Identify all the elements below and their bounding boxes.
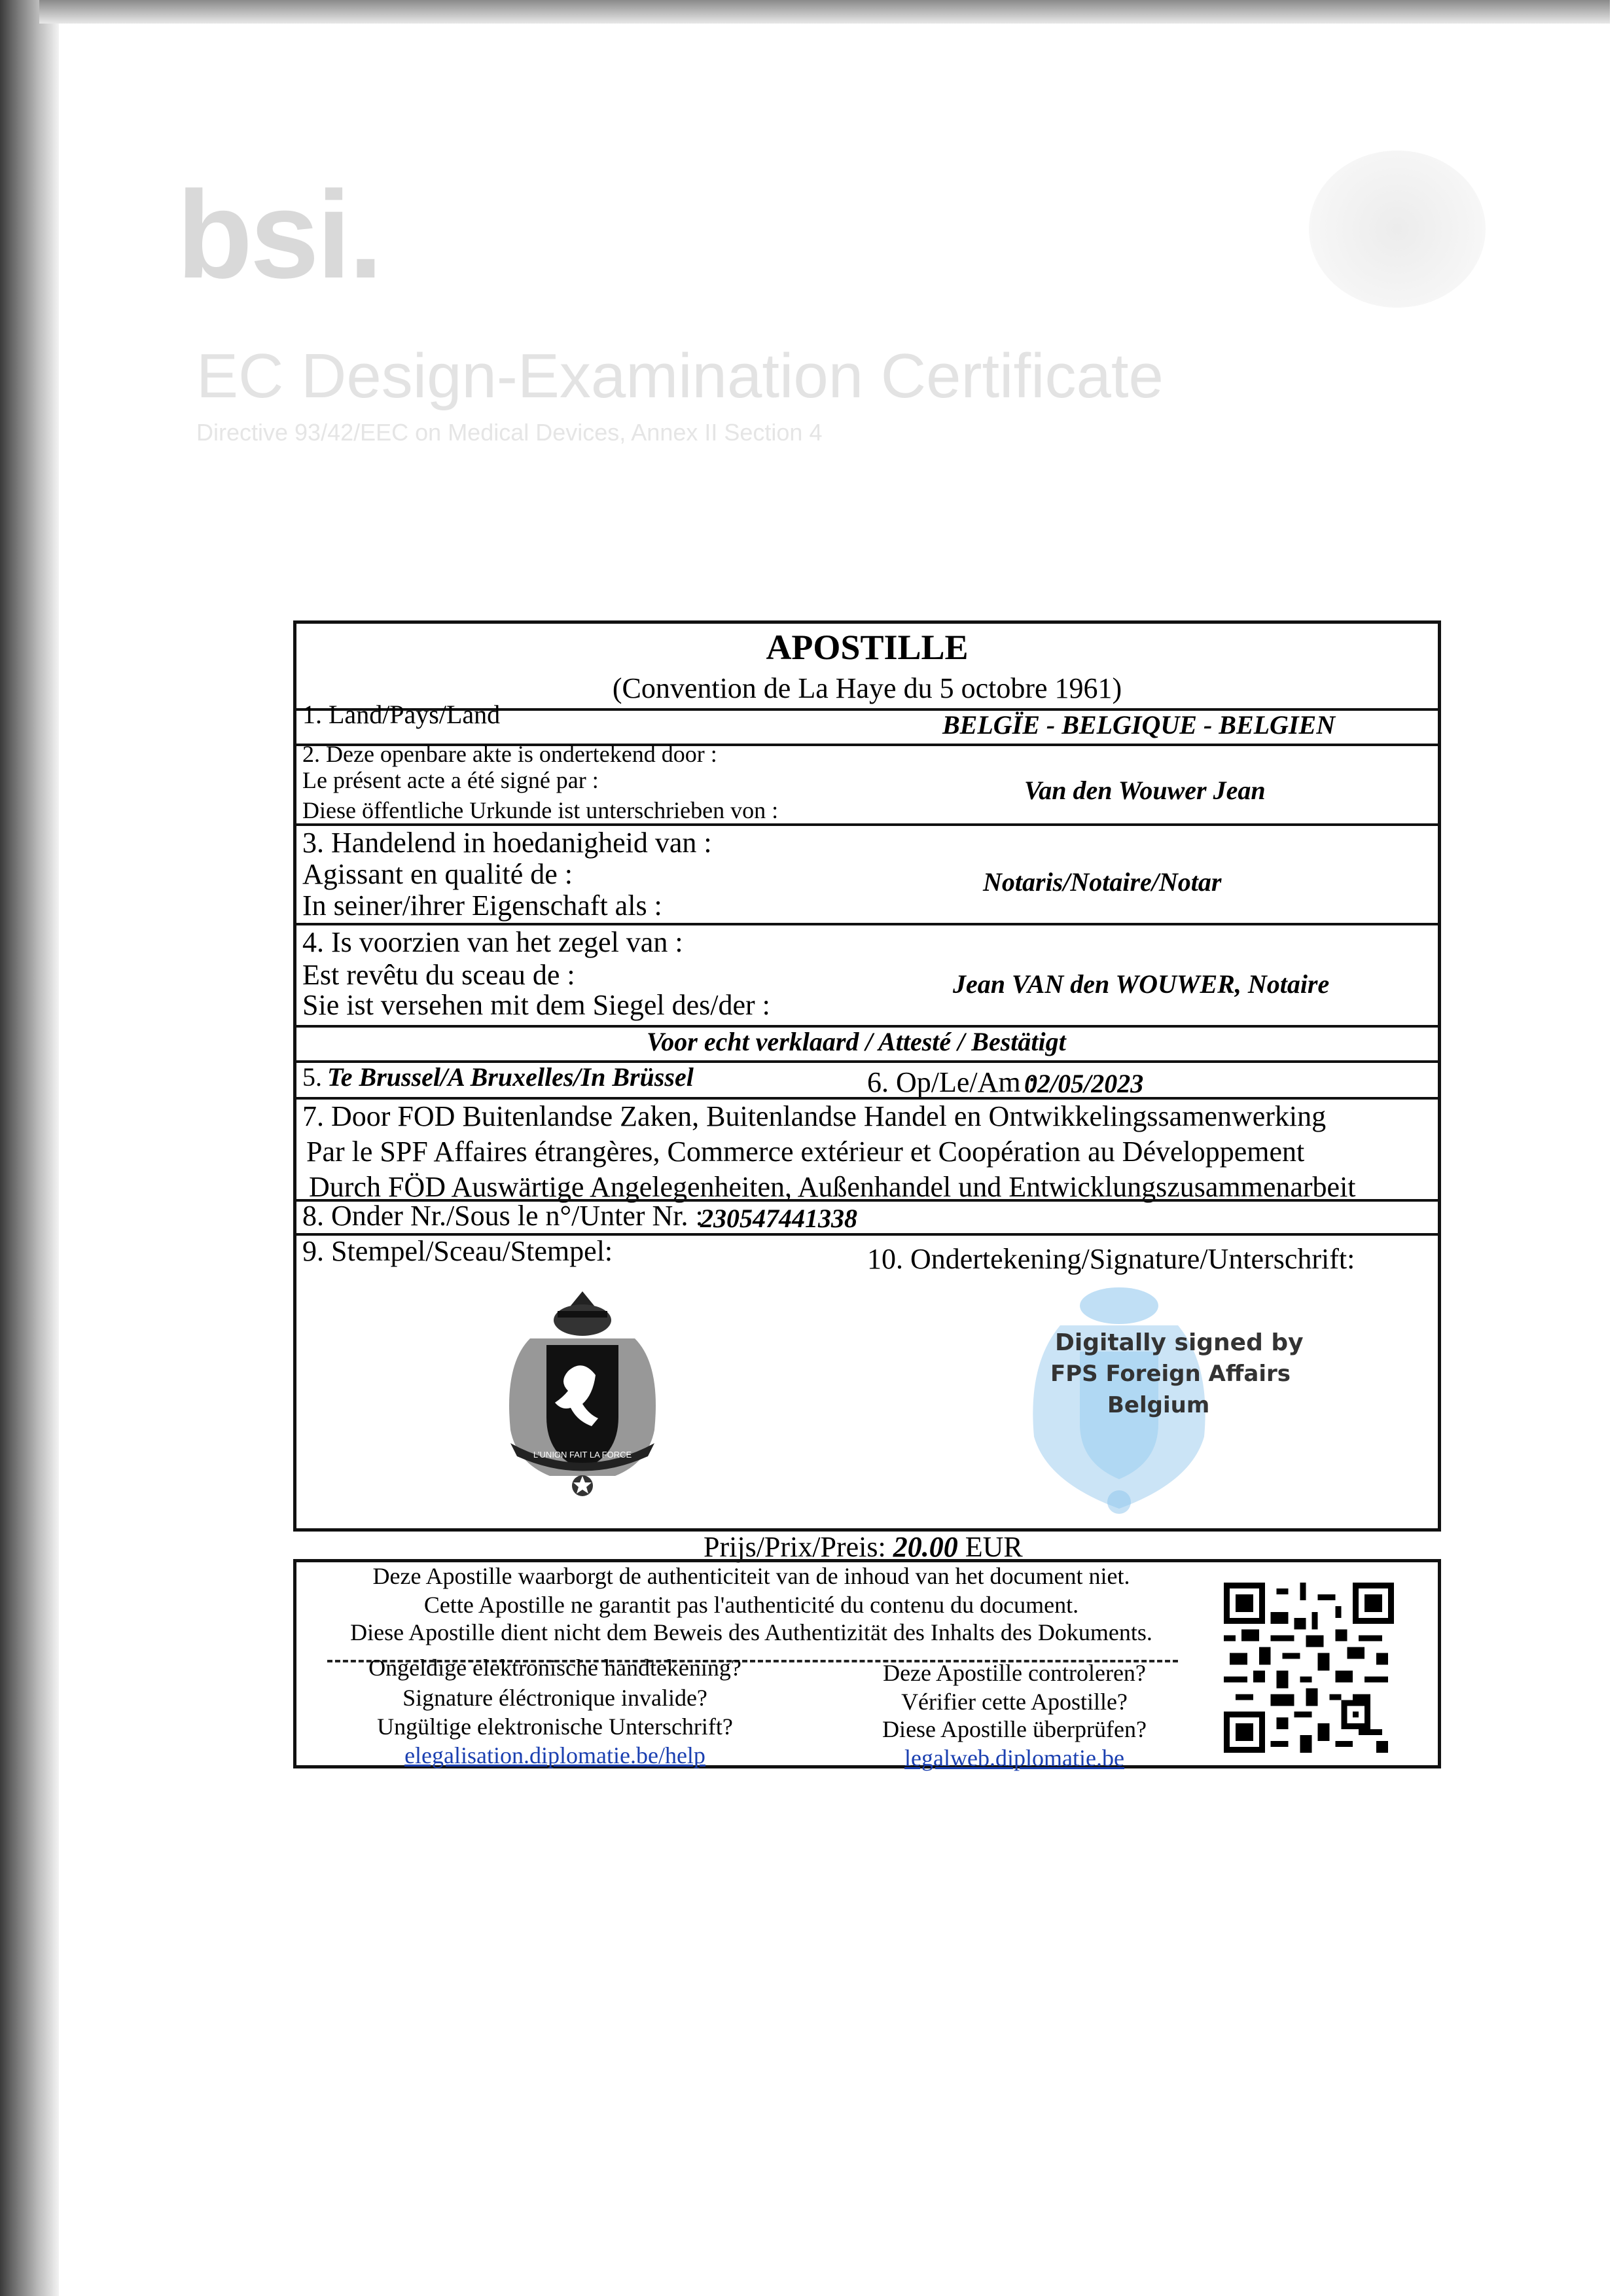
help-link[interactable]: elegalisation.diplomatie.be/help [404,1742,705,1768]
verify-nl: Deze Apostille controleren? [883,1660,1146,1686]
divider [293,923,1441,925]
field2-label-de: Diese öffentliche Urkunde ist unterschrieben von : [302,797,779,823]
background-subtitle: Directive 93/42/EEC on Medical Devices, Annex II Section 4 [196,419,823,446]
verify-fr: Vérifier cette Apostille? [901,1689,1128,1715]
verify-de: Diese Apostille überprüfen? [882,1716,1147,1742]
divider [293,1097,1441,1100]
background-seal [1309,151,1486,308]
field4-label-de: Sie ist versehen mit dem Siegel des/der : [302,989,770,1021]
scan-top-edge [39,0,1610,24]
field2-label-fr: Le présent acte a été signé par : [302,767,599,793]
field6-label: 6. Op/Le/Am : [867,1066,1036,1098]
coat-of-arms-stamp [484,1286,681,1502]
field7-de: Durch FÖD Auswärtige Angelegenheiten, Außenhandel und Entwicklungszusammenarbeit [309,1171,1356,1203]
field3-label-fr: Agissant en qualité de : [302,858,573,890]
field7-fr: Par le SPF Affaires étrangères, Commerce extérieur et Coopération au Développement [306,1136,1305,1168]
background-logo: bsi. [177,166,381,304]
apostille-subtitle: (Convention de La Haye du 5 octobre 1961) [612,672,1122,704]
field5-value: Te Brussel/A Bruxelles/In Brüssel [327,1062,694,1092]
disclaimer-de: Diese Apostille dient nicht dem Beweis des Authentizität des Inhalts des Dokuments. [350,1619,1152,1645]
disclaimer-fr: Cette Apostille ne garantit pas l'authenticité du contenu du document. [423,1592,1079,1618]
field9-label: 9. Stempel/Sceau/Stempel: [302,1235,613,1267]
field2-label-nl: 2. Deze openbare akte is ondertekend door : [302,741,717,767]
price-line [704,1533,1023,1562]
invalid-signature-nl: Ongeldige elektronische handtekening? [368,1655,741,1681]
price-unit: EUR [965,1531,1023,1563]
field4-label-nl: 4. Is voorzien van het zegel van : [302,926,683,958]
digital-signature-line3: Belgium [1107,1392,1210,1418]
field6-value: 02/05/2023 [1024,1069,1144,1098]
field5-label: 5. [302,1062,322,1092]
field10-label: 10. Ondertekening/Signature/Unterschrift: [867,1243,1355,1275]
divider [293,823,1441,826]
scan-edge-shadow [0,0,59,2296]
verify-link[interactable]: legalweb.diplomatie.be [904,1745,1124,1771]
invalid-signature-fr: Signature éléctronique invalide? [402,1685,707,1711]
background-title: EC Design-Examination Certificate [196,341,1164,411]
field3-label-nl: 3. Handelend in hoedanigheid van : [302,827,712,859]
digital-signature-line1: Digitally signed by [1055,1329,1304,1356]
field8-label: 8. Onder Nr./Sous le n°/Unter Nr. : [302,1200,704,1232]
qr-code[interactable] [1224,1583,1394,1753]
digital-signature-line2: FPS Foreign Affairs [1050,1361,1291,1387]
price-label: Prijs/Prix/Preis: [704,1531,886,1563]
field3-value: Notaris/Notaire/Notar [983,867,1222,897]
field1-label: 1. Land/Pays/Land [302,700,501,729]
field2-value: Van den Wouwer Jean [1024,776,1266,805]
field4-value: Jean VAN den WOUWER, Notaire [953,969,1330,999]
field1-value: BELGÏE - BELGIQUE - BELGIEN [942,710,1336,740]
field7-nl: 7. Door FOD Buitenlandse Zaken, Buitenlandse Handel en Ontwikkelingssamenwerking [302,1100,1327,1132]
field4-label-fr: Est revêtu du sceau de : [302,959,575,991]
apostille-title: APOSTILLE [766,628,969,667]
price-value: 20.00 [893,1531,958,1563]
certified-line: Voor echt verklaard / Attesté / Bestätigt [647,1027,1066,1056]
field8-value: 230547441338 [700,1204,857,1233]
disclaimer-nl: Deze Apostille waarborgt de authenticiteit van de inhoud van het document niet. [372,1563,1130,1589]
invalid-signature-de: Ungültige elektronische Unterschrift? [377,1713,733,1740]
field3-label-de: In seiner/ihrer Eigenschaft als : [302,889,662,922]
svg-text:L'UNION FAIT LA FORCE: L'UNION FAIT LA FORCE [533,1450,632,1460]
